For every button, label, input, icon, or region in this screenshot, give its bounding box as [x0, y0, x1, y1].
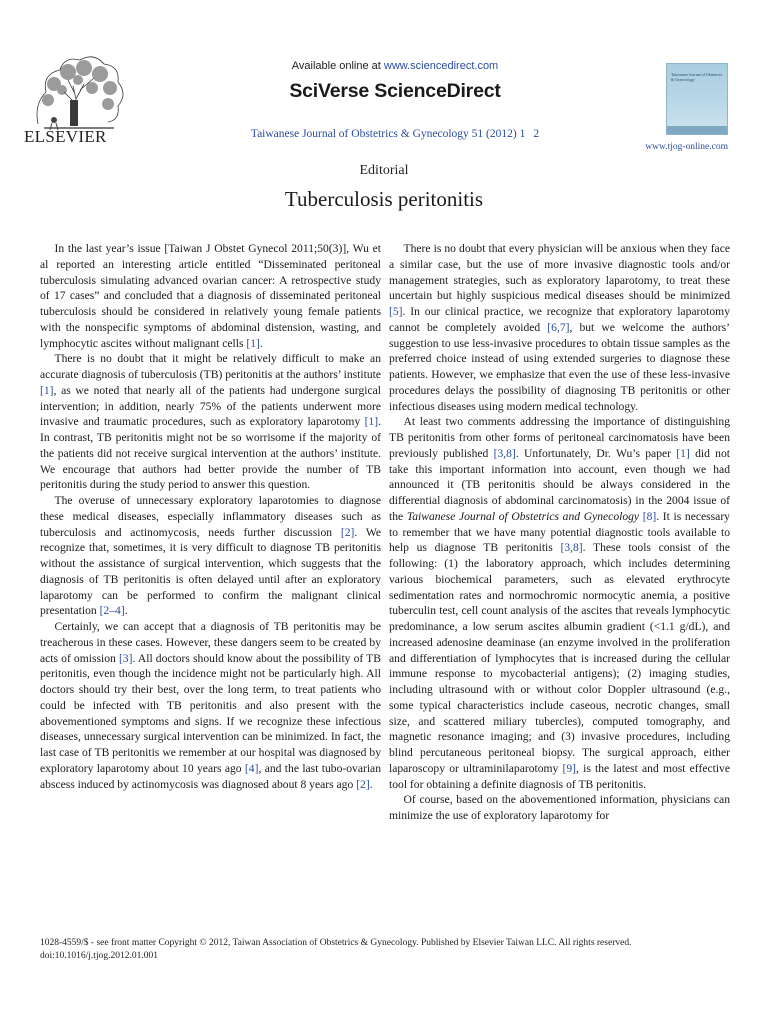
citation-link[interactable]: [5]: [389, 305, 403, 318]
paragraph-text: .: [259, 336, 263, 350]
citation-link[interactable]: [4]: [244, 761, 259, 775]
cover-strip: [667, 126, 727, 134]
body-paragraph: [389, 241, 730, 414]
body-paragraph: [40, 241, 381, 351]
article-title: Tuberculosis peritonitis: [284, 187, 484, 211]
publisher-name: ELSEVIER: [24, 127, 107, 146]
paragraph-text: . Unfortunately, Dr. Wu’s paper: [515, 446, 677, 460]
citation-link[interactable]: [2–4]: [99, 604, 125, 618]
journal-site-link[interactable]: www.tjog-online.com: [645, 142, 728, 152]
platform-name: SciVerse ScienceDirect: [289, 80, 501, 102]
paragraph-text: The overuse of unnecessary exploratory laparotomies to diagnose these medical diseases, especially inflammatory diseases such as tuberculosis and actinomycosis, needs further discussion: [40, 494, 381, 539]
body-paragraph: [40, 619, 381, 792]
paragraph-text: . In contrast, TB peritonitis might not be so worrisome if the majority of the patients did not receive surgical intervention at the authors’ institute. We encourage that authors had better provide the number of TB peritonitis during the study period to answer this question.: [40, 415, 381, 492]
paragraph-text: . These tools consist of the following: (1) the laboratory approach, which includes determining various biochemical parameters, such as elevated erythrocyte sedimentation rates and normochromic normocytic anemia, a positive tuberculin test, cell count analysis of the ascites that reveals lymphocytic predominance, a low serum ascites albumin gradient (<1.1 g/dL), and increased adenosine deaminase (an enzyme involved in the proliferation and differentiation of lymphocytes that is increased during the cellular immune response to mycobacterial antigens); (2) imaging studies, including ultrasound with or without color Doppler ultrasound (e.g., some typical characteristics include caseous, necrotic changes, small size, and scattered miliary tubercles), computed tomography, and magnetic resonance imaging; and (3) invasive procedures, including blind percutaneous peritoneal biopsy. The surgical approach, either laparoscopy or ultraminilaparotomy: [389, 541, 730, 775]
paragraph-text: At least two comments addressing the importance of distinguishing TB peritonitis from other forms of peritoneal carcinomatosis have been previously published: [389, 415, 730, 460]
paragraph-text: In the last year’s issue [Taiwan J Obstet Gynecol 2011;50(3)], Wu et al reported an interesting article entitled “Disseminated peritoneal tuberculosis simulating advanced ovarian cancer: A retrospective study of 17 cases” and concluded that a diagnosis of disseminated peritoneal tuberculosis should be considered in relatively young female patients with the nonspecific symptoms of abdominal distension, wasting, and lymphocytic ascites without malignant cells: [40, 242, 381, 350]
paragraph-text: .: [369, 777, 373, 791]
paragraph-text: . In our clinical practice, we recognize that exploratory laparotomy cannot be completely avoided: [389, 305, 730, 334]
right-column: [389, 241, 730, 824]
body-paragraph: [389, 414, 730, 792]
paragraph-text: There is no doubt that it might be relatively difficult to make an accurate diagnosis of tuberculosis (TB) peritonitis at the authors’ institute: [40, 352, 381, 381]
citation-link[interactable]: [1]: [676, 446, 690, 460]
sciencedirect-link[interactable]: www.sciencedirect.com: [383, 60, 499, 72]
citation-link[interactable]: [6,7]: [547, 320, 570, 334]
citation-link[interactable]: [3]: [118, 651, 133, 665]
paragraph-text: Of course, based on the abovementioned information, physicians can minimize the use of exploratory laparotomy for: [389, 793, 730, 822]
paragraph-text: . We recognize that, sometimes, it is very difficult to diagnose TB peritonitis without the assistance of surgical intervention, which suggests that the diagnosis of TB peritonitis is often delayed until after an exploratory laparotomy can be performed to confirm the malignant clinical presentation: [40, 525, 382, 618]
footer: [40, 937, 730, 963]
citation-link[interactable]: [3,8]: [493, 446, 516, 460]
citation-link[interactable]: [2]: [340, 525, 355, 539]
citation-link[interactable]: [1]: [40, 383, 54, 397]
article-section: Editorial: [359, 163, 409, 178]
paragraph-text: , as we noted that nearly all of the patients had undergone surgical intervention; in addition, nearly 75% of the patients underwent more invasive and traumatic procedures, such as exploratory laparotomy: [40, 383, 381, 429]
available-online-line: [250, 60, 540, 72]
paragraph-text: , and the last tubo-ovarian abscess induced by actinomycosis was diagnosed about 8 years ago: [40, 761, 382, 791]
left-column: [40, 241, 381, 792]
citation-link[interactable]: [2]: [356, 777, 370, 791]
italic-text: Taiwanese Journal of Obstetrics and Gynecology: [406, 509, 640, 523]
available-online-prefix: Available online at: [291, 60, 384, 72]
citation-link[interactable]: [8]: [642, 509, 657, 523]
paragraph-text: Certainly, we can accept that a diagnosis of TB peritonitis may be treacherous in these cases. However, these dangers seem to be created by acts of omission: [40, 620, 381, 665]
paragraph-text: , but we welcome the authors’ suggestion to use less-invasive procedures to obtain tissue samples as the preferred choice instead of using extended surgeries to diagnose these patients. However, we emphasize that even the use of these less-invasive procedures delays the possibility of diagnosing TB peritonitis or other infectious diseases using modern medical technology.: [389, 320, 730, 413]
citation-link[interactable]: [9]: [562, 761, 577, 775]
citation-link[interactable]: [1]: [364, 415, 379, 429]
citation-link[interactable]: [3,8]: [560, 541, 583, 555]
paragraph-text: . It is necessary to remember that we have many potential diagnostic tools available to help us diagnose TB peritonitis: [389, 509, 730, 555]
citation-link[interactable]: [1]: [246, 336, 260, 350]
paragraph-text: There is no doubt that every physician will be anxious when they face a similar case, but the use of more invasive diagnostic tools and/or management strategies, such as exploratory laparotomy, to treat these uncertain but highly suspicious medical diseases should be minimized: [389, 242, 730, 303]
body-paragraph: [389, 792, 730, 824]
cover-title: Taiwanese Journal of Obstetrics & Gynecology: [671, 72, 723, 82]
copyright-line: 1028-4559/$ - see front matter Copyright © 2012, Taiwan Association of Obstetrics & Gynecology. Published by Elsevier Taiwan LLC. All rights reserved.: [40, 938, 632, 948]
journal-cover-thumbnail: [666, 63, 728, 135]
paragraph-text: , is the latest and most effective tool for obtaining a definite diagnosis of TB peritonitis.: [389, 761, 730, 791]
body-paragraph: [40, 351, 381, 493]
paragraph-text: did not take this important information into account, even though we had announced it (TB peritonitis should be always considered in the differential diagnosis of abdominal carcinomatosis) in the 2004 issue of the: [389, 446, 730, 523]
journal-citation[interactable]: Taiwanese Journal of Obstetrics & Gynecology 51 (2012) 1 2: [250, 128, 540, 140]
doi-line: doi:10.1016/j.tjog.2012.01.001: [40, 951, 158, 961]
paragraph-text: . All doctors should know about the possibility of TB peritonitis, even though the incidence might not be particularly high. All doctors should try their best, over the long term, to treat patients who could be infected with TB peritonitis and also present with the abovementioned symptoms and signs. If we recognize these infectious diseases, unnecessary surgical intervention can be minimized. In fact, the last case of TB peritonitis we remember at our hospital was diagnosed by exploratory laparotomy about 10 years ago: [40, 651, 381, 775]
body-paragraph: [40, 493, 381, 619]
paragraph-text: .: [124, 604, 128, 618]
